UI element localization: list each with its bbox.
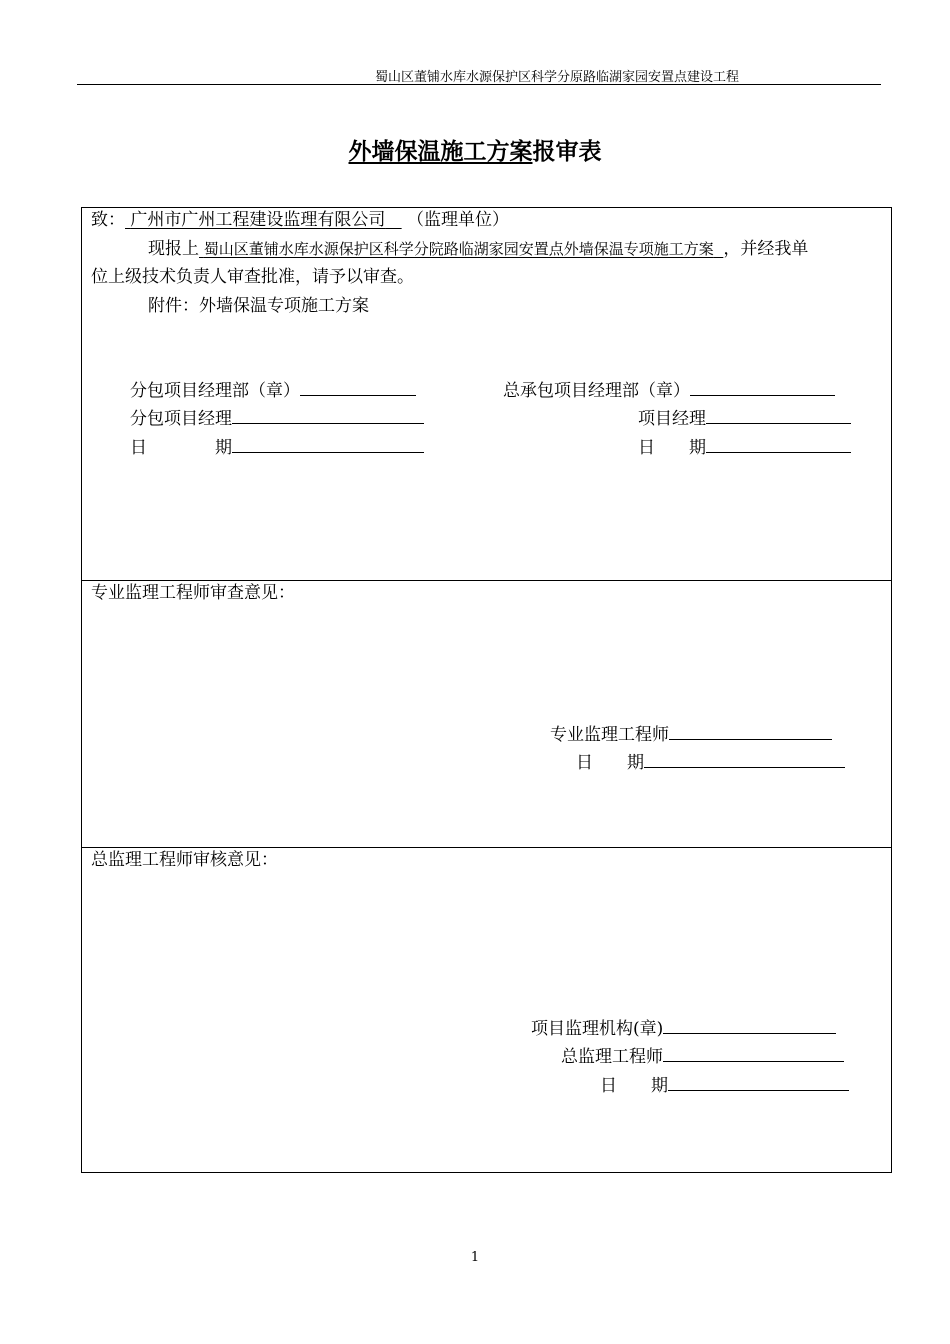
chief-line[interactable] bbox=[663, 1046, 844, 1062]
specialist-signature bbox=[550, 724, 832, 746]
chief-date bbox=[600, 1075, 849, 1097]
title-main: 外墙保温施工方案 bbox=[348, 138, 533, 165]
sub-dept-label: 分包项目经理部（章） bbox=[130, 381, 300, 401]
chief-date-line[interactable] bbox=[668, 1075, 849, 1091]
specialist-label: 专业监理工程师 bbox=[550, 725, 669, 745]
gen-manager-label: 项目经理 bbox=[638, 409, 706, 429]
header-project-name: 蜀山区董铺水库水源保护区科学分原路临湖家园安置点建设工程 bbox=[375, 70, 740, 85]
chief-date-label: 日 期 bbox=[600, 1076, 668, 1096]
gen-date-line[interactable] bbox=[706, 437, 851, 453]
sub-date-line[interactable] bbox=[232, 437, 424, 453]
gen-manager-line[interactable] bbox=[706, 408, 851, 424]
sub-date-signature bbox=[130, 437, 424, 459]
page-number: 1 bbox=[470, 1250, 480, 1265]
addressee-line bbox=[91, 209, 509, 231]
report-suffix: ，并经我单 bbox=[723, 239, 809, 259]
attachment-line: 附件：外墙保温专项施工方案 bbox=[148, 296, 369, 316]
org-signature bbox=[531, 1018, 836, 1040]
gen-dept-line[interactable] bbox=[690, 380, 835, 396]
page-title bbox=[0, 133, 950, 166]
specialist-date bbox=[576, 752, 845, 774]
sub-manager-signature bbox=[130, 408, 424, 430]
specialist-review-section bbox=[82, 580, 891, 847]
gen-date-signature bbox=[638, 437, 851, 459]
gen-manager-signature bbox=[638, 408, 851, 430]
header-rule bbox=[77, 84, 881, 85]
chief-label: 总监理工程师 bbox=[561, 1047, 663, 1067]
review-form bbox=[81, 207, 892, 1173]
to-label: 致： bbox=[91, 210, 125, 230]
org-line[interactable] bbox=[663, 1018, 836, 1034]
title-suffix: 报审表 bbox=[532, 138, 602, 165]
sub-date-label: 日 期 bbox=[130, 438, 232, 458]
gen-dept-label: 总承包项目经理部（章） bbox=[503, 381, 690, 401]
chief-heading: 总监理工程师审核意见： bbox=[91, 850, 278, 870]
sub-dept-line[interactable] bbox=[300, 380, 416, 396]
report-item: 蜀山区董铺水库水源保护区科学分院路临湖家园安置点外墙保温专项施工方案 bbox=[203, 240, 714, 258]
chief-review-section bbox=[82, 847, 891, 1174]
specialist-date-line[interactable] bbox=[644, 752, 845, 768]
report-line-1 bbox=[148, 238, 808, 260]
chief-signature bbox=[561, 1046, 844, 1068]
submission-section bbox=[82, 208, 891, 580]
sub-manager-label: 分包项目经理 bbox=[130, 409, 232, 429]
specialist-heading: 专业监理工程师审查意见： bbox=[91, 583, 295, 603]
supervisor-role: （监理单位） bbox=[407, 210, 510, 230]
specialist-date-label: 日 期 bbox=[576, 753, 644, 773]
specialist-line[interactable] bbox=[669, 724, 832, 740]
report-line-2: 位上级技术负责人审查批准，请予以审查。 bbox=[91, 267, 414, 287]
org-label: 项目监理机构(章) bbox=[531, 1019, 664, 1039]
sub-dept-signature bbox=[130, 380, 416, 402]
report-prefix: 现报上 bbox=[148, 239, 199, 259]
supervisor-org: 广州市广州工程建设监理有限公司 bbox=[130, 210, 386, 230]
gen-dept-signature bbox=[503, 380, 835, 402]
sub-manager-line[interactable] bbox=[232, 408, 424, 424]
gen-date-label: 日 期 bbox=[638, 438, 706, 458]
